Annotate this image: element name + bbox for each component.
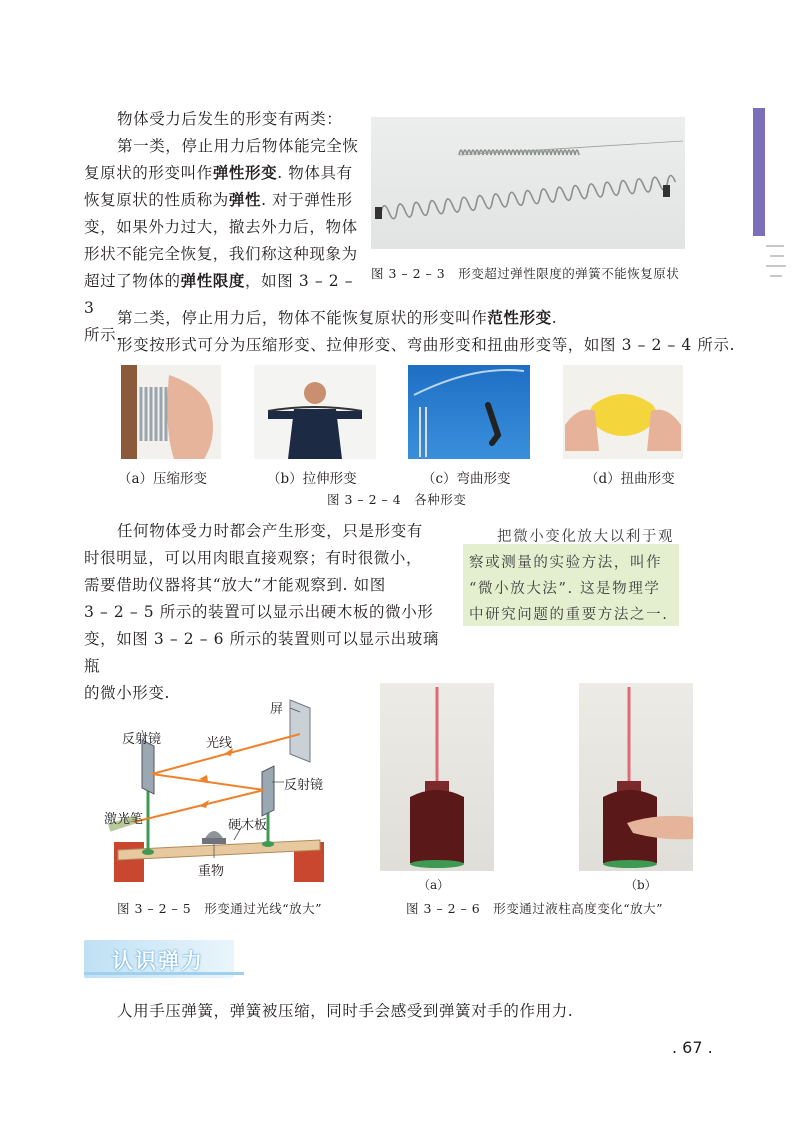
intro-line: 物体受力后发生的形变有两类： xyxy=(117,110,343,128)
subcap-c: （c）弯曲形变 xyxy=(422,471,511,487)
para4-line-5: 变，如图 3 – 2 – 6 所示的装置则可以显示出玻璃瓶 xyxy=(84,630,439,675)
stretch-photo xyxy=(254,365,376,459)
para2: 第二类，停止用力后，物体不能恢复原状的形变叫作范性形变. xyxy=(117,309,558,327)
subcap-326b: （b） xyxy=(625,878,657,892)
para1-line-6: 超过了物体的弹性限度，如图 3 – 2 – 3 xyxy=(84,272,354,317)
section-title: 认识弹力 xyxy=(112,949,204,973)
para4 xyxy=(84,518,454,707)
section-heading xyxy=(84,940,244,978)
margin-tab-marks xyxy=(762,238,792,288)
term-plastic: 范性形变 xyxy=(487,309,552,327)
para4-line-6: 的微小形变. xyxy=(84,684,171,702)
para4-line-3: 需要借助仪器将其“放大”才能观察到. 如图 xyxy=(84,576,386,594)
label-screen: 屏 xyxy=(270,702,284,717)
label-mirror-2: 反射镜 xyxy=(284,778,324,793)
fig324-caption: 图 3 – 2 – 4 各种形变 xyxy=(327,492,467,507)
compression-photo xyxy=(121,365,221,459)
subcap-326a: （a） xyxy=(418,878,450,892)
subcap-b: （b）拉伸形变 xyxy=(267,471,357,487)
para1-line-1: 第一类，停止用力后物体能完全恢 xyxy=(117,137,359,155)
term-elastic-deformation: 弹性形变 xyxy=(212,164,278,182)
para1-line-2: 复原状的形变叫作弹性形变. 物体具有 xyxy=(84,164,353,182)
label-mirror-1: 反射镜 xyxy=(122,732,162,747)
para4-line-2: 时很明显，可以用肉眼直接观察；有时很微小， xyxy=(84,549,423,567)
margin-tab xyxy=(753,108,765,236)
fig326-caption: 图 3 – 2 – 6 形变通过液柱高度变化“放大” xyxy=(406,901,664,916)
label-board: 硬木板 xyxy=(228,818,268,833)
twisting-photo xyxy=(563,365,683,459)
note-line-3: “微小放大法”. 这是物理学 xyxy=(469,581,661,597)
para1-line-5: 形状不能完全恢复，我们称这种现象为 xyxy=(84,245,358,263)
term-elastic-limit: 弹性限度 xyxy=(180,272,246,290)
para1-line-7: 所示. xyxy=(84,326,122,344)
bending-photo xyxy=(408,365,530,459)
subcap-a: （a）压缩形变 xyxy=(118,471,208,487)
para3: 形变按形式可分为压缩形变、拉伸形变、弯曲形变和扭曲形变等，如图 3 – 2 – 4 所示. xyxy=(117,336,736,354)
subcap-d: （d）扭曲形变 xyxy=(585,471,675,487)
para1-line-3: 恢复原状的性质称为弹性. 对于弹性形 xyxy=(84,191,353,209)
note-box xyxy=(463,518,681,622)
final-para: 人用手压弹簧，弹簧被压缩，同时手会感受到弹簧对手的作用力. xyxy=(117,1002,574,1020)
laser-diagram xyxy=(104,690,334,890)
fig323-caption: 图 3 – 2 – 3 形变超过弹性限度的弹簧不能恢复原状 xyxy=(371,266,680,281)
page-number: . 67 . xyxy=(672,1038,713,1057)
label-weight: 重物 xyxy=(198,864,225,879)
label-laser: 激光笔 xyxy=(104,812,144,827)
note-line-2: 察或测量的实验方法，叫作 xyxy=(469,555,663,571)
bottle-photo-b xyxy=(579,683,693,871)
note-line-1: 把微小变化放大以利于观 xyxy=(497,529,675,545)
para4-line-1: 任何物体受力时都会产生形变，只是形变有 xyxy=(117,522,423,540)
term-elasticity: 弹性 xyxy=(228,191,262,209)
note-line-4: 中研究问题的重要方法之一. xyxy=(469,607,669,623)
bottle-photo-a xyxy=(380,683,494,871)
para4-line-4: 3 – 2 – 5 所示的装置可以显示出硬木板的微小形 xyxy=(84,603,434,621)
para1-line-4: 变，如果外力过大，撤去外力后，物体 xyxy=(84,218,358,236)
spring-photo xyxy=(371,117,685,249)
fig325-caption: 图 3 – 2 – 5 形变通过光线“放大” xyxy=(117,901,323,916)
label-light: 光线 xyxy=(206,736,233,751)
